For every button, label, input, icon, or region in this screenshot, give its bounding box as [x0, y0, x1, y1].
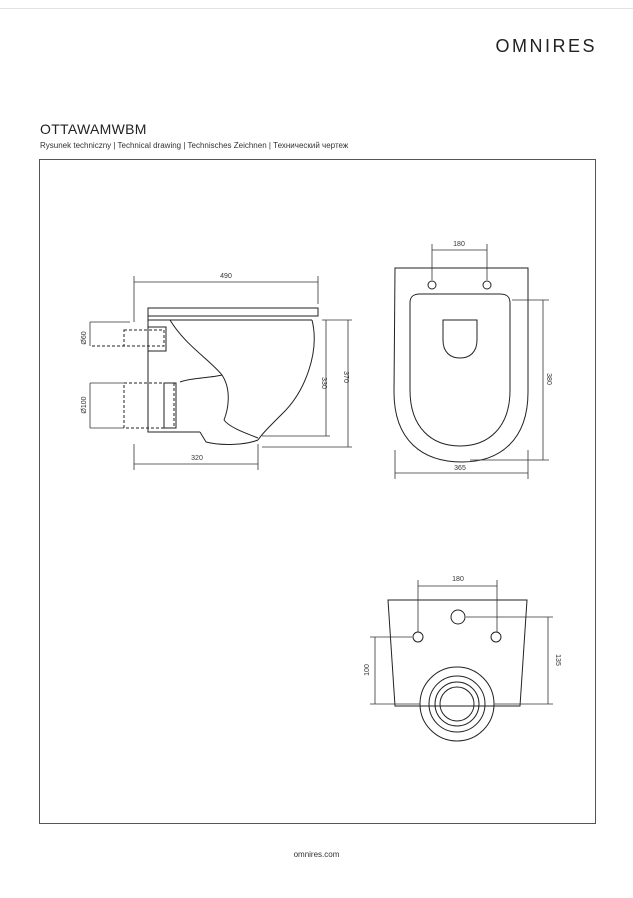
- dim-side-height-inner: 330: [320, 377, 327, 389]
- dim-top-length: 380: [545, 373, 552, 385]
- top-view: [394, 268, 528, 462]
- dim-side-outlet-depth: 320: [191, 455, 203, 462]
- back-dimensions: [370, 580, 553, 704]
- dim-top-holes: 180: [453, 241, 465, 248]
- footer-url[interactable]: omnires.com: [293, 850, 340, 859]
- dim-back-height-right: 135: [554, 654, 561, 666]
- dim-back-holes: 180: [452, 576, 464, 583]
- dim-side-height-total: 370: [342, 371, 349, 383]
- dim-back-height-left: 100: [364, 664, 371, 676]
- dim-top-width: 365: [454, 465, 466, 472]
- back-view: [388, 600, 527, 741]
- dim-diameter-small: Ø60: [81, 331, 88, 345]
- brand-logo: OMNIRES: [495, 36, 597, 56]
- top-dimensions: [395, 244, 549, 479]
- dim-side-width: 490: [220, 273, 232, 280]
- product-title: OTTAWAMWBM: [40, 121, 147, 137]
- side-dimensions: [90, 276, 352, 470]
- drawing-subtitle: Rysunek techniczny | Technical drawing | Technisches Zeichnen | Технический чертеж: [40, 141, 349, 150]
- side-view: [92, 308, 318, 444]
- dim-diameter-large: Ø100: [81, 396, 88, 414]
